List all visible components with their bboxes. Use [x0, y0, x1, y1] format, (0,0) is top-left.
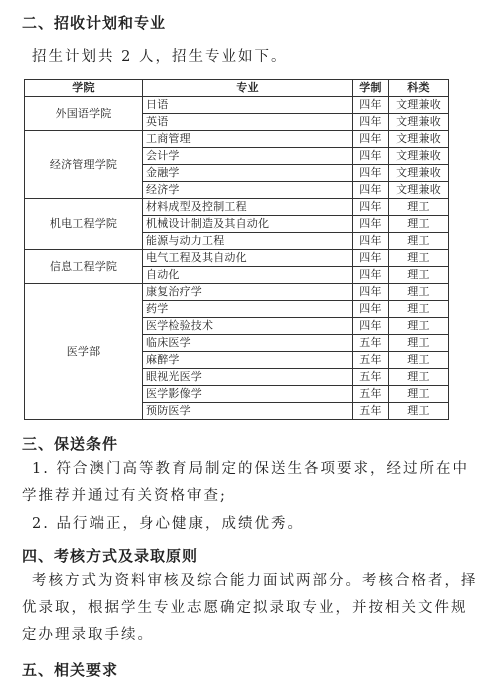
major-cell: 医学影像学: [143, 386, 353, 403]
header-major: 专业: [143, 80, 353, 97]
major-cell: 日语: [143, 97, 353, 114]
category-cell: 理工: [389, 267, 449, 284]
header-duration: 学制: [353, 80, 389, 97]
category-cell: 理工: [389, 369, 449, 386]
table-row: [25, 131, 449, 148]
category-cell: 文理兼收: [389, 148, 449, 165]
header-category: 科类: [389, 80, 449, 97]
duration-cell: 四年: [353, 131, 389, 148]
duration-cell: 四年: [353, 114, 389, 131]
college-cell: 经济管理学院: [25, 131, 143, 199]
duration-cell: 四年: [353, 148, 389, 165]
condition-item-1: 1. 符合澳门高等教育局制定的保送生各项要求，经过所在中学推荐并通过有关资格审查;: [22, 461, 469, 504]
major-cell: 医学检验技术: [143, 318, 353, 335]
duration-cell: 四年: [353, 199, 389, 216]
major-cell: 药学: [143, 301, 353, 318]
duration-cell: 五年: [353, 386, 389, 403]
table-row: [25, 284, 449, 301]
header-college: 学院: [25, 80, 143, 97]
duration-cell: 五年: [353, 335, 389, 352]
major-cell: 会计学: [143, 148, 353, 165]
table-header-row: [25, 80, 449, 97]
duration-cell: 四年: [353, 250, 389, 267]
category-cell: 理工: [389, 301, 449, 318]
major-cell: 麻醉学: [143, 352, 353, 369]
duration-cell: 四年: [353, 318, 389, 335]
duration-cell: 四年: [353, 216, 389, 233]
duration-cell: 五年: [353, 369, 389, 386]
category-cell: 文理兼收: [389, 97, 449, 114]
condition-item-2: 2. 品行端正，身心健康，成绩优秀。: [32, 516, 304, 532]
college-cell: 医学部: [25, 284, 143, 420]
major-cell: 自动化: [143, 267, 353, 284]
category-cell: 理工: [389, 386, 449, 403]
duration-cell: 五年: [353, 403, 389, 420]
section-3-heading: 三、保送条件: [22, 435, 119, 453]
enrollment-intro: 招生计划共 2 人，招生专业如下。: [32, 49, 288, 65]
major-cell: 能源与动力工程: [143, 233, 353, 250]
table-row: [25, 250, 449, 267]
category-cell: 文理兼收: [389, 114, 449, 131]
major-cell: 电气工程及其自动化: [143, 250, 353, 267]
major-cell: 预防医学: [143, 403, 353, 420]
category-cell: 理工: [389, 233, 449, 250]
category-cell: 理工: [389, 335, 449, 352]
major-cell: 金融学: [143, 165, 353, 182]
duration-cell: 五年: [353, 352, 389, 369]
category-cell: 理工: [389, 318, 449, 335]
college-cell: 信息工程学院: [25, 250, 143, 284]
duration-cell: 四年: [353, 284, 389, 301]
category-cell: 文理兼收: [389, 165, 449, 182]
duration-cell: 四年: [353, 182, 389, 199]
category-cell: 理工: [389, 352, 449, 369]
duration-cell: 四年: [353, 97, 389, 114]
major-cell: 眼视光医学: [143, 369, 353, 386]
major-cell: 工商管理: [143, 131, 353, 148]
duration-cell: 四年: [353, 301, 389, 318]
category-cell: 理工: [389, 250, 449, 267]
section-4-heading: 四、考核方式及录取原则: [22, 547, 199, 565]
duration-cell: 四年: [353, 267, 389, 284]
duration-cell: 四年: [353, 165, 389, 182]
category-cell: 文理兼收: [389, 182, 449, 199]
major-cell: 机械设计制造及其自动化: [143, 216, 353, 233]
college-cell: 机电工程学院: [25, 199, 143, 250]
duration-cell: 四年: [353, 233, 389, 250]
major-cell: 康复治疗学: [143, 284, 353, 301]
major-cell: 材料成型及控制工程: [143, 199, 353, 216]
college-cell: 外国语学院: [25, 97, 143, 131]
section-2-heading: 二、招收计划和专业: [22, 14, 167, 32]
category-cell: 文理兼收: [389, 131, 449, 148]
category-cell: 理工: [389, 403, 449, 420]
assessment-body: 考核方式为资料审核及综合能力面试两部分。考核合格者，择优录取，根据学生专业志愿确定拟录取专业，并按相关文件规定办理录取手续。: [22, 573, 478, 643]
major-cell: 英语: [143, 114, 353, 131]
major-cell: 经济学: [143, 182, 353, 199]
category-cell: 理工: [389, 216, 449, 233]
category-cell: 理工: [389, 284, 449, 301]
majors-table: [24, 79, 449, 420]
category-cell: 理工: [389, 199, 449, 216]
table-row: [25, 97, 449, 114]
table-row: [25, 199, 449, 216]
section-5-heading: 五、相关要求: [22, 661, 119, 679]
major-cell: 临床医学: [143, 335, 353, 352]
